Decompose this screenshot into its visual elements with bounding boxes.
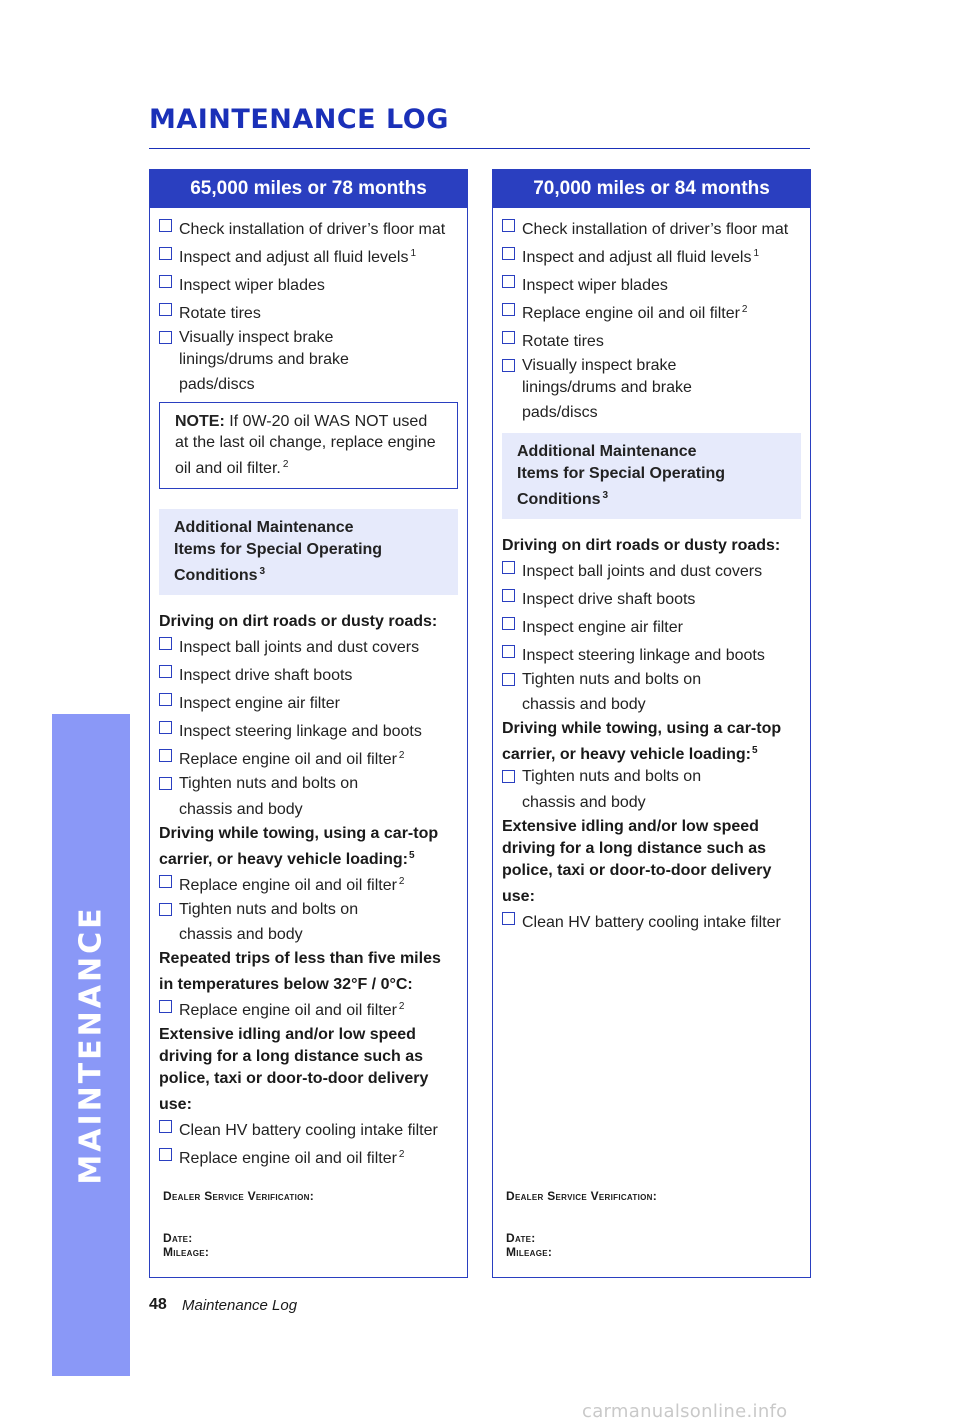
checkbox[interactable] <box>502 331 515 344</box>
base-items-list <box>159 215 458 396</box>
list-item: Tighten nuts and bolts on chassis and body <box>159 773 458 820</box>
watermark: carmanualsonline.info <box>582 1401 788 1422</box>
condition-title: Repeated trips of less than five miles in temperatures below 32°F / 0°C: <box>159 950 441 993</box>
checkbox[interactable] <box>159 303 172 316</box>
list-item: Inspect and adjust all fluid levels $^1$ <box>159 243 458 269</box>
interval-column-70000 <box>492 169 811 1278</box>
page-title: MAINTENANCE LOG <box>149 104 449 135</box>
list-item: Tighten nuts and bolts on chassis and body <box>502 669 801 716</box>
date-label: Date: <box>163 1231 193 1245</box>
condition-title: Driving on dirt roads or dusty roads: <box>159 613 438 630</box>
list-item: Tighten nuts and bolts on chassis and body <box>159 899 458 946</box>
checkbox[interactable] <box>502 673 515 686</box>
mileage-label: Mileage: <box>163 1245 210 1259</box>
list-item: Clean HV battery cooling intake filter <box>502 908 801 934</box>
list-item: Replace engine oil and oil filter $^2$ <box>159 1144 458 1170</box>
page-number: 48 <box>149 1296 167 1313</box>
checkbox[interactable] <box>502 219 515 232</box>
list-item: Inspect engine air filter <box>502 613 801 639</box>
list-item: Rotate tires <box>159 299 458 325</box>
checkbox[interactable] <box>159 275 172 288</box>
interval-body <box>493 208 810 933</box>
additional-items-header: Additional Maintenance Items for Special Operating Conditions $^3$ <box>502 433 801 519</box>
condition-section <box>159 607 458 820</box>
checkbox[interactable] <box>159 749 172 762</box>
list-item: Tighten nuts and bolts on chassis and body <box>502 766 801 813</box>
checkbox[interactable] <box>159 721 172 734</box>
condition-section <box>502 531 801 716</box>
checkbox[interactable] <box>159 665 172 678</box>
dealer-verification <box>163 1189 314 1259</box>
list-item: Inspect steering linkage and boots <box>502 641 801 667</box>
checkbox[interactable] <box>159 637 172 650</box>
list-item: Clean HV battery cooling intake filter <box>159 1116 458 1142</box>
checkbox[interactable] <box>159 1148 172 1161</box>
note-box: NOTE: If 0W-20 oil WAS NOT used at the last oil change, replace engine oil and oil filter. $^2$ <box>159 402 458 490</box>
checkbox[interactable] <box>502 275 515 288</box>
list-item: Inspect drive shaft boots <box>502 585 801 611</box>
condition-title: Driving on dirt roads or dusty roads: <box>502 536 781 554</box>
checkbox[interactable] <box>159 693 172 706</box>
checkbox[interactable] <box>502 770 515 783</box>
condition-section <box>159 823 458 946</box>
list-item: Visually inspect brake linings/drums and brake pads/discs <box>159 327 458 396</box>
dealer-service-verification-label: Dealer Service Verification: <box>506 1189 658 1203</box>
additional-items-header: Additional Maintenance Items for Special Operating Conditions $^3$ <box>159 509 458 595</box>
title-divider <box>149 148 810 149</box>
checkbox[interactable] <box>159 219 172 232</box>
checkbox[interactable] <box>502 561 515 574</box>
base-items-list <box>502 215 801 424</box>
checkbox[interactable] <box>502 645 515 658</box>
checkbox[interactable] <box>502 617 515 630</box>
condition-section <box>502 718 801 813</box>
checkbox[interactable] <box>159 777 172 790</box>
note-text: If 0W-20 oil WAS NOT used at the last oil change, replace engine oil and oil filter. <box>175 412 436 477</box>
list-item: Inspect ball joints and dust covers <box>159 633 458 659</box>
list-item: Replace engine oil and oil filter $^2$ <box>502 299 801 325</box>
list-item: Inspect ball joints and dust covers <box>502 557 801 583</box>
list-item: Visually inspect brake linings/drums and brake pads/discs <box>502 355 801 424</box>
dealer-verification <box>506 1189 657 1259</box>
checkbox[interactable] <box>159 875 172 888</box>
list-item: Replace engine oil and oil filter $^2$ <box>159 996 458 1022</box>
interval-header: 70,000 miles or 84 months <box>493 170 810 208</box>
checkbox[interactable] <box>159 1000 172 1013</box>
condition-title: Driving while towing, using a car-top carrier, or heavy vehicle loading:$^5$ <box>502 720 782 763</box>
interval-column-65000 <box>149 169 468 1278</box>
checkbox[interactable] <box>159 331 172 344</box>
list-item: Inspect wiper blades <box>159 271 458 297</box>
checkbox[interactable] <box>159 1120 172 1133</box>
checkbox[interactable] <box>502 303 515 316</box>
mileage-label: Mileage: <box>506 1245 553 1259</box>
note-label: NOTE: <box>175 412 225 430</box>
list-item: Inspect steering linkage and boots <box>159 717 458 743</box>
list-item: Rotate tires <box>502 327 801 353</box>
list-item: Check installation of driver’s floor mat <box>502 215 801 241</box>
condition-title: Extensive idling and/or low speed driving for a long distance such as police, taxi or door-to-door delivery use: <box>502 817 772 905</box>
checkbox[interactable] <box>159 247 172 260</box>
condition-title: Extensive idling and/or low speed driving for a long distance such as police, taxi or door-to-door delivery use: <box>159 1026 429 1113</box>
checkbox[interactable] <box>159 903 172 916</box>
dealer-service-verification-label: Dealer Service Verification: <box>163 1189 315 1203</box>
condition-section <box>159 948 458 1022</box>
condition-title: Driving while towing, using a car-top carrier, or heavy vehicle loading:$^5$ <box>159 824 439 868</box>
checkbox[interactable] <box>502 359 515 372</box>
list-item: Inspect and adjust all fluid levels $^1$ <box>502 243 801 269</box>
checkbox[interactable] <box>502 589 515 602</box>
list-item: Inspect engine air filter <box>159 689 458 715</box>
checkbox[interactable] <box>502 912 515 925</box>
footer-section-title: Maintenance Log <box>182 1297 298 1314</box>
list-item: Replace engine oil and oil filter $^2$ <box>159 745 458 771</box>
interval-header: 65,000 miles or 78 months <box>150 170 467 208</box>
list-item: Replace engine oil and oil filter $^2$ <box>159 871 458 897</box>
condition-section <box>502 816 801 934</box>
list-item: Inspect drive shaft boots <box>159 661 458 687</box>
list-item: Inspect wiper blades <box>502 271 801 297</box>
side-tab-label: MAINTENANCE <box>73 905 109 1185</box>
interval-body <box>150 208 467 1170</box>
condition-section <box>159 1024 458 1170</box>
checkbox[interactable] <box>502 247 515 260</box>
list-item: Check installation of driver’s floor mat <box>159 215 458 241</box>
date-label: Date: <box>506 1231 536 1245</box>
